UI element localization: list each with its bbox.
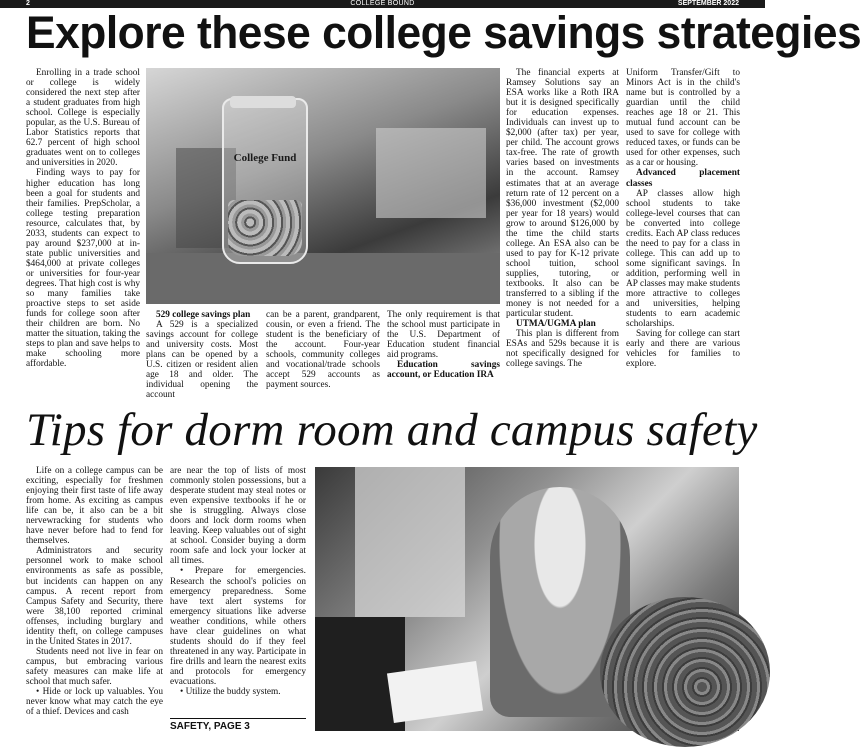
paragraph: Uniform Transfer/Gift to Minors Act is in the child's name but is controlled by a guardian until the child reaches age 18 or 21. This mutual fund account can be used to save for college with reduced taxes, or funds can be used for other expenses, such as a car or housing. <box>626 68 740 169</box>
table-surface <box>146 253 500 304</box>
student-dorm-photo <box>315 467 739 731</box>
paragraph: • Hide or lock up valuables. You never know what may catch the eye of a thief. Devices and cash <box>26 687 163 718</box>
subheading-ap: Advanced placement classes <box>626 168 740 189</box>
paragraph: Enrolling in a trade school or college is widely considered the next step after a student graduates from high school. College is especially popular, as the U.S. Bureau of Labor Statistics reports that 62.7 percent of high school graduates went on to colleges and universities in 2020. <box>26 68 140 169</box>
window-light <box>355 467 465 617</box>
paragraph: A 529 is a specialized savings account for college and university costs. Most plans can be opened by a U.S. citizen or resident alien age 18 and older. The individual opening the account <box>146 320 258 401</box>
paragraph: Life on a college campus can be exciting, especially for freshmen enjoying their first taste of life away from home. As exciting as campus life can be, it also can be a bit nervewracking for students who have never before had to fend for themselves. <box>26 466 163 547</box>
section-name: COLLEGE BOUND <box>350 0 415 7</box>
jar-label: College Fund <box>233 152 297 164</box>
paragraph: This plan is different from ESAs and 529s because it is not specifically designed for college savings. The <box>506 329 619 370</box>
article1-column-4 <box>387 310 500 380</box>
subheading-529: 529 college savings plan <box>156 310 251 320</box>
paragraph: Saving for college can start early and there are various vehicles for families to explore. <box>626 329 740 370</box>
coins <box>228 200 302 256</box>
paragraph: Students need not live in fear on campus, but embracing various safety measures can make life at school that much safer. <box>26 646 163 687</box>
article1-column-6 <box>626 68 740 369</box>
paragraph: are near the top of lists of most commonly stolen possessions, but a desperate student may steal notes or even expensive textbooks if he or she is struggling. Always close doors and lock dorm rooms when leaving. Keep valuables out of sight at school. Consider buying a dorm room safe and lock your locker at all times. <box>170 466 306 567</box>
subheading-esa: Education savings account, or Education IRA <box>387 360 500 381</box>
subheading-utma: UTMA/UGMA plan <box>516 319 596 330</box>
article1-headline: Explore these college savings strategies <box>26 7 861 58</box>
paragraph: can be a parent, grandparent, cousin, or even a friend. The student is the beneficiary of the account. Four-year schools, community colleges and vocational/trade schools accept 529 accounts as payment sources. <box>266 310 380 391</box>
college-fund-jar-photo <box>146 68 500 304</box>
article1-column-3 <box>266 310 380 390</box>
paragraph: • Prepare for emergencies. Research the school's policies on emergency preparedness. Some have text alert systems for emergency situations like adverse weather conditions, while others have clear guidelines on what students should do if they feel threatened in any way. Participate in fire drills and learn the nearest exits and protocols for emergency evacuations. <box>170 566 306 687</box>
continued-jump-line: SAFETY, PAGE 3 <box>170 718 306 732</box>
jar-lid <box>230 96 296 108</box>
coin-jar <box>222 98 308 264</box>
paragraph: Administrators and security personnel work to make school environments as safe as possible, but incidents can happen on any campus. A recent report from Campus Safety and Security, there were 38,100 reported criminal offenses, including burglary and identity theft, on college campuses in the United States in 2017. <box>26 546 163 647</box>
paragraph: Finding ways to pay for higher education has long been a goal for students and their families. PrepScholar, a college testing preparation resource, calculates that, by 2033, students can expect to pay around $237,000 at in-state public universities and $464,000 at private colleges or universities for four-year degrees. That high cost is why so many families take proactive steps to set aside funds for college soon after their children are born. No matter the situation, taking the steps to plan and save helps to make schooling more affordable. <box>26 168 140 370</box>
article2-column-1 <box>26 466 163 717</box>
paragraph: The financial experts at Ramsey Solutions say an ESA works like a Roth IRA but it is designed specifically for education expenses. Individuals can invest up to $2,000 (after tax) per year, per child. The account grows tax-free. The rate of growth varies based on investments in the account. Ramsey estimates that at an average return rate of 12 percent on a $36,000 investment ($2,000 per year for 18 years) would grow to around $126,000 by the time the child starts college. An ESA also can be used to pay for K-12 private school tuition, school supplies, tutoring, or textbooks. It also can be transferred to a sibling if the money is not needed for a particular student. <box>506 68 619 320</box>
knit-pouf <box>600 597 770 747</box>
article1-column-2 <box>146 310 258 400</box>
article1-column-1 <box>26 68 140 369</box>
issue-date: SEPTEMBER 2022 <box>677 0 739 7</box>
article1-column-5 <box>506 68 619 369</box>
paragraph: • Utilize the buddy system. <box>180 687 281 698</box>
paragraph: The only requirement is that the school must participate in the U.S. Department of Education student financial aid programs. <box>387 310 500 361</box>
article2-headline: Tips for dorm room and campus safety <box>26 404 758 456</box>
article2-column-2 <box>170 466 306 697</box>
paragraph: AP classes allow high school students to take college-level courses that can be converted into college credits. Each AP class reduces the need to pay for a class in college. This can add up to some significant savings. In addition, performing well in AP classes may make students more attractive to colleges and universities, helping students to earn academic scholarships. <box>626 188 740 330</box>
background-shape <box>376 128 486 218</box>
page-number: 2 <box>26 0 30 7</box>
